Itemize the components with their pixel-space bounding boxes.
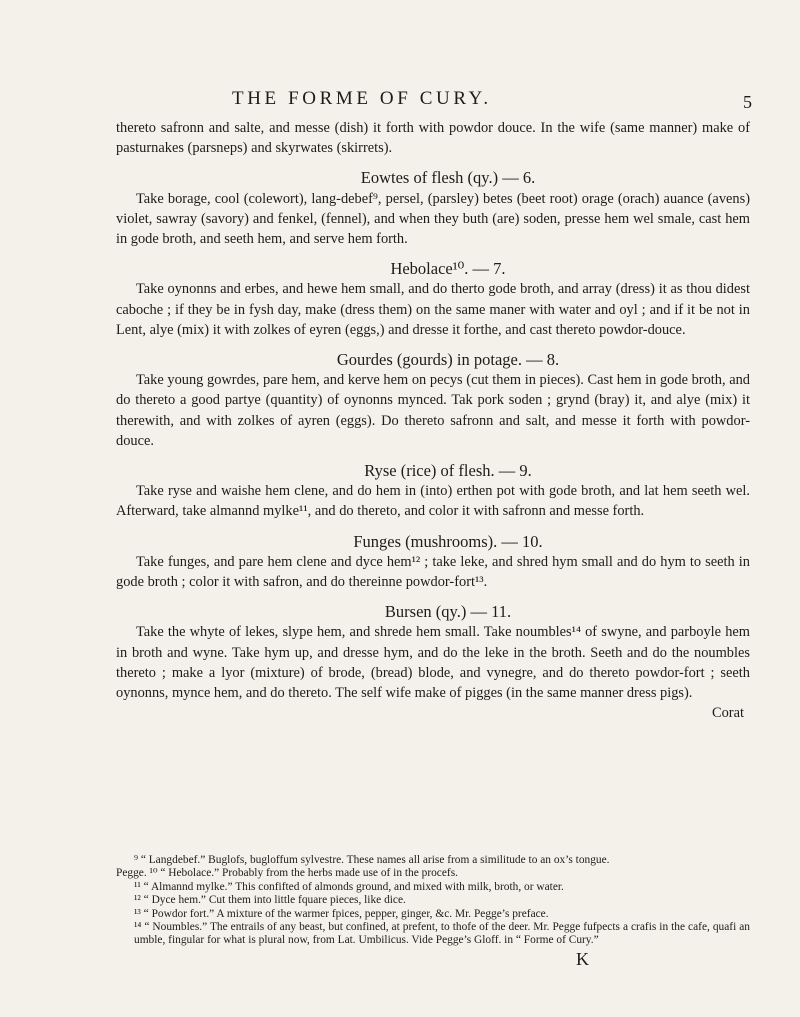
recipe-7	[116, 259, 750, 340]
recipe-title: Gourdes (gourds) in potage. — 8.	[336, 350, 560, 370]
footnote: ⁹ “ Langdebef.” Buglofs, bugloffum sylvestre. These names all arise from a similitude to an ox’s tongue.	[134, 854, 610, 866]
recipe-text: Take the whyte of lekes, slype hem, and shrede hem small. Take noumbles¹⁴ of swyne, and parboyle hem in broth and wyne. Take hym up, and dresse hym, and do the leke in the broth. Seeth and do the noumbles thereto ; make a lyor (mixture) of brode, (bread) blode, and vynegre, and do thereto powdor-fort ; seeth oynonns, mynce hem, and do thereto. The self wife make of pigges (in the same manner dress pigs).	[116, 624, 750, 702]
recipe-title: Bursen (qy.) — 11.	[384, 602, 512, 622]
footnote: ¹⁴ “ Noumbles.” The entrails of any beast, but confined, at prefent, to thofe of the deer. Mr. Pegge fufpects a crafis in the cafe, quafi an umble, fingular for what is plural now, from Lat. Umbilicus. Vide Pegge’s Gloff. in “ Forme of Cury.”	[134, 921, 750, 947]
recipe-text: Take young gowrdes, pare hem, and kerve hem on pecys (cut them in pieces). Cast hem in gode broth, and do thereto a good partye (quantity) of oynonns mynced. Tak pork soden ; grynd (bray) it, and alye (mix) it therewith, and with zolkes of ayren (eggs). Do thereto safronn and salt, and messe it forth with powdor-douce.	[116, 372, 750, 449]
recipe-9	[116, 461, 750, 522]
recipe-text: Take borage, cool (colewort), lang-debef⁹, persel, (parsley) betes (beet root) orage (orach) auance (avens) violet, sawray (savory) and fenkel, (fennel), and when they buth (are) soden, presse hem wel smale, cast hem in gode broth, and seeth hem, and serve hem forth.	[116, 190, 750, 248]
recipe-8	[116, 350, 750, 451]
recipe-10	[116, 532, 750, 593]
footnote: ¹³ “ Powdor fort.” A mixture of the warmer fpices, pepper, ginger, &c. Mr. Pegge’s preface.	[134, 907, 549, 920]
signature-mark: K	[576, 949, 589, 969]
recipe-text: Take ryse and waishe hem clene, and do hem in (into) erthen pot with gode broth, and lat hem seeth wel. Afterward, take almannd mylke¹¹, and do thereto, and color it with safronn and messe forth.	[116, 483, 750, 520]
page-number: 5	[743, 92, 752, 112]
intro-paragraph: thereto safronn and salte, and messe (dish) it forth with powdor douce. In the wife (same manner) make of pasturnakes (parsneps) and skyrwates (skirrets).	[116, 120, 750, 157]
recipe-text: Take oynonns and erbes, and hewe hem small, and do therto gode broth, and array (dress) it as thou didest caboche ; if they be in fysh day, make (dress them) on the same maner with water and oyl ; and if it be not in Lent, alye (mix) it with zolkes of eyren (eggs,) and dresse it forthe, and cast thereto powdor-douce.	[116, 281, 750, 338]
footnote: ¹¹ “ Almannd mylke.” This confifted of almonds ground, and mixed with milk, broth, or water.	[134, 880, 564, 893]
recipe-text: Take funges, and pare hem clene and dyce hem¹² ; take leke, and shred hym small and do hym to seeth in gode broth ; color it with safron, and do thereinne powdor-fort¹³.	[116, 553, 750, 591]
recipe-6	[116, 168, 750, 249]
recipe-title: Ryse (rice) of flesh. — 9.	[364, 461, 532, 481]
recipe-11	[116, 602, 750, 703]
footnote: Pegge. ¹⁰ “ Hebolace.” Probably from the herbs made use of in the procefs.	[116, 867, 458, 880]
recipe-title: Eowtes of flesh (qy.) — 6.	[360, 168, 536, 188]
recipe-title: Funges (mushrooms). — 10.	[353, 531, 543, 551]
recipe-title: Hebolace¹⁰. — 7.	[390, 259, 506, 279]
page-body	[116, 118, 750, 723]
footnote: ¹² “ Dyce hem.” Cut them into little fquare pieces, like dice.	[134, 894, 406, 907]
catchword: Corat	[712, 705, 744, 722]
footnotes	[116, 854, 750, 948]
running-head: THE FORME OF CURY.	[232, 88, 492, 109]
